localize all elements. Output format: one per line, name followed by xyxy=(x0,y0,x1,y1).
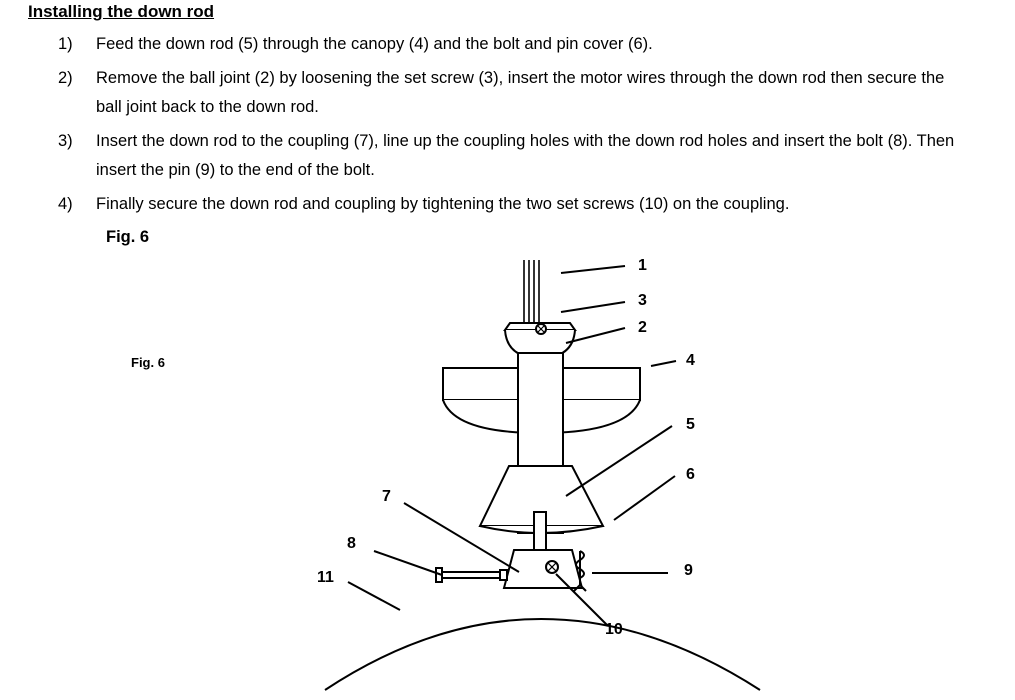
diagram-svg xyxy=(0,248,1015,700)
fan-downrod-diagram xyxy=(0,248,1015,700)
callout-8: 8 xyxy=(347,535,356,552)
figure-label: Fig. 6 xyxy=(131,355,165,370)
callout-3: 3 xyxy=(638,292,647,309)
callout-6: 6 xyxy=(686,466,695,483)
motor-wires-icon xyxy=(524,260,539,323)
callout-1: 1 xyxy=(638,257,647,274)
list-item-number: 4) xyxy=(58,194,73,213)
callout-9: 9 xyxy=(684,562,693,579)
leader-8 xyxy=(374,551,442,575)
list-item-text: Feed the down rod (5) through the canopy (4) and the bolt and pin cover (6). xyxy=(96,35,653,53)
list-item xyxy=(58,127,988,184)
figure-caption: Fig. 6 xyxy=(106,228,150,246)
callout-11: 11 xyxy=(317,569,334,586)
list-item-number: 2) xyxy=(58,69,73,88)
list-item-text: Finally secure the down rod and coupling by tightening the two set screws (10) on the coupling. xyxy=(96,194,790,213)
leader-5 xyxy=(566,426,672,496)
callout-7: 7 xyxy=(382,488,391,505)
leader-4 xyxy=(651,361,676,366)
list-item xyxy=(58,64,988,121)
bolt-icon xyxy=(436,568,507,582)
callout-10: 10 xyxy=(605,621,623,638)
leader-3 xyxy=(561,302,625,312)
leader-10 xyxy=(556,574,608,626)
callout-5: 5 xyxy=(686,416,695,433)
list-item-number: 3) xyxy=(58,132,73,151)
list-item-number: 1) xyxy=(58,35,73,53)
leader-11 xyxy=(348,582,400,610)
callout-2: 2 xyxy=(638,319,647,336)
leader-1 xyxy=(561,266,625,273)
leader-6 xyxy=(614,476,675,520)
list-item-text: Insert the down rod to the coupling (7), line up the coupling holes with the down rod holes and insert the bolt (8). Then insert the pin (9) to the end of the bolt. xyxy=(96,132,955,179)
list-item xyxy=(58,30,988,58)
list-item xyxy=(58,190,988,218)
instruction-list xyxy=(58,30,988,224)
callout-4: 4 xyxy=(686,352,695,369)
list-item-text: Remove the ball joint (2) by loosening the set screw (3), insert the motor wires through the down rod then secure the ball joint back to the down rod. xyxy=(96,69,945,116)
page-title: Installing the down rod xyxy=(28,2,215,21)
